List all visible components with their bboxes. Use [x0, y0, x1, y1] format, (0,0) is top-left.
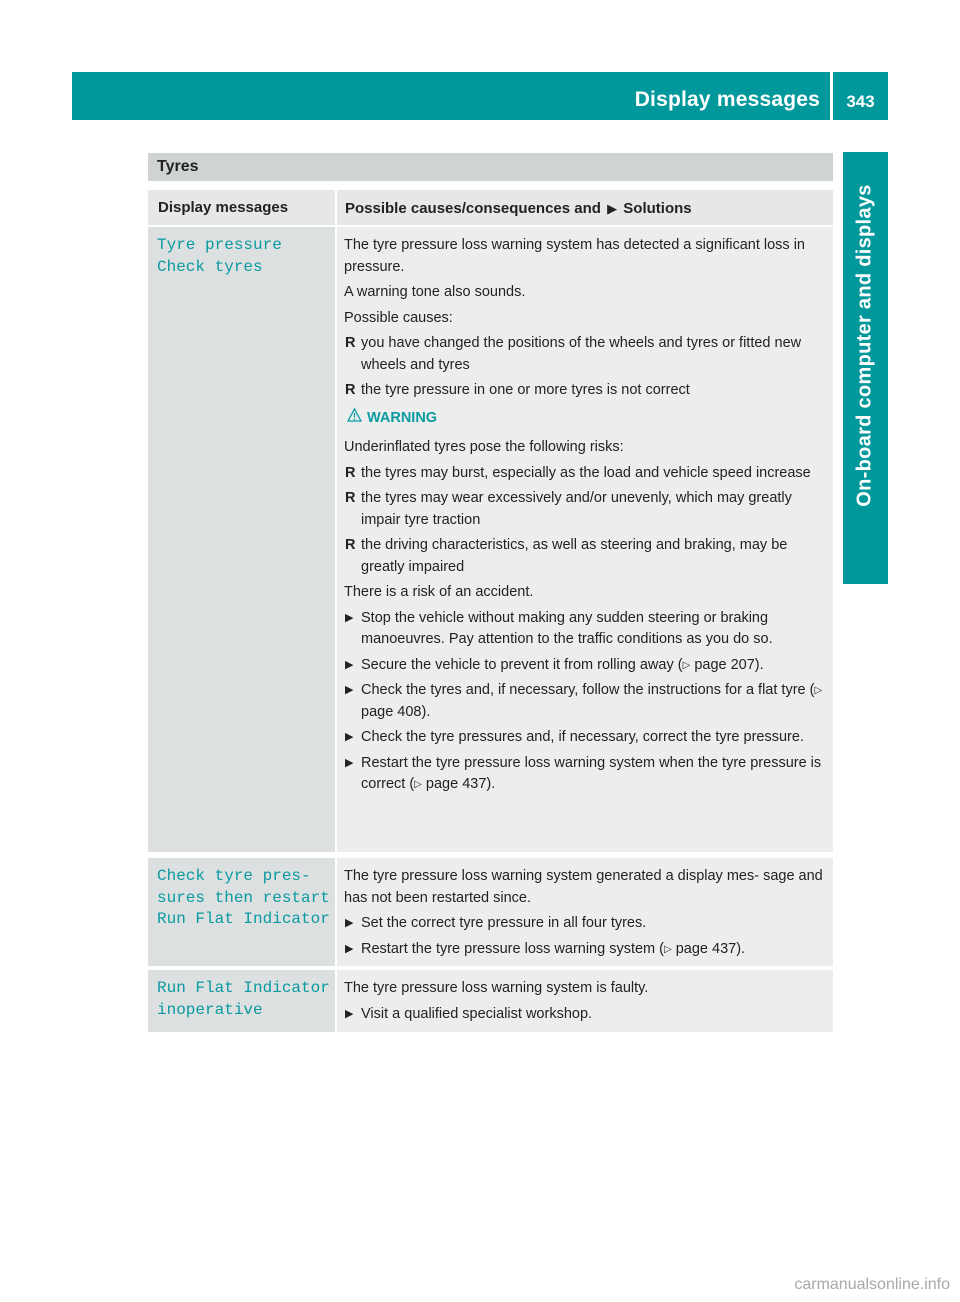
action-text-end: ). — [421, 703, 431, 720]
risks-intro: Underinflated tyres pose the following risks: — [344, 439, 624, 455]
action-item — [344, 727, 827, 749]
page-reference-link[interactable]: page 437 — [675, 940, 737, 957]
solution-cell-tyre-pressure — [337, 227, 833, 852]
page-ref-icon: ▷ — [414, 779, 422, 790]
action-arrow-icon: ▶ — [345, 917, 354, 929]
action-text-end: ). — [754, 656, 764, 673]
bullet-icon: R — [345, 464, 356, 481]
description-text: The tyre pressure loss warning system generated a display mes‐ sage and has not been restarted since. — [344, 868, 823, 906]
description-text: A warning tone also sounds. — [344, 284, 526, 300]
action-text: Stop the vehicle without making any sudden steering or braking manoeuvres. Pay attention to the traffic conditions as you do so. — [361, 609, 773, 647]
action-item — [344, 913, 827, 935]
side-tab-label-wrap — [843, 160, 888, 530]
risk-text: the tyres may burst, especially as the load and vehicle speed increase — [361, 464, 811, 481]
bullet-icon: R — [345, 335, 356, 351]
action-arrow-icon: ▶ — [345, 684, 354, 696]
risk-text: the tyres may wear excessively and/or unevenly, which may greatly impair tyre traction — [361, 490, 792, 528]
action-item — [344, 939, 827, 961]
action-arrow-icon: ▶ — [345, 756, 354, 769]
bullet-icon: R — [345, 537, 356, 553]
action-item — [344, 753, 827, 796]
message-cell-tyre-pressure — [148, 227, 335, 852]
warning-heading — [344, 408, 827, 430]
column-header-prefix: Possible causes/consequences and — [345, 200, 601, 217]
page-reference-link[interactable]: page 207 — [694, 656, 755, 673]
cause-item — [344, 333, 827, 376]
action-arrow-icon: ▶ — [345, 731, 354, 743]
action-arrow-icon: ▶ — [345, 1007, 354, 1020]
action-text-end: ). — [486, 776, 496, 792]
description-text: The tyre pressure loss warning system has detected a significant loss in pressure. — [344, 237, 805, 275]
risk-summary: There is a risk of an accident. — [344, 584, 534, 600]
action-item — [344, 655, 827, 677]
display-message-line: Run Flat Indicator — [157, 910, 330, 928]
display-message-line: sures then restart — [157, 888, 330, 907]
action-item — [344, 1004, 827, 1026]
warning-triangle-icon — [347, 408, 367, 430]
warning-label: WARNING — [367, 409, 438, 426]
display-message-line: Check tyres — [157, 257, 263, 276]
action-text: Check the tyre pressures and, if necessary, correct the tyre pressure. — [361, 729, 804, 745]
section-title: Tyres — [148, 153, 833, 181]
risk-item — [344, 535, 827, 578]
action-text: Check the tyres and, if necessary, follow the instructions for a flat tyre ( — [361, 682, 815, 698]
display-message-line: inoperative — [157, 1000, 263, 1019]
action-arrow-icon: ▶ — [345, 611, 354, 624]
action-text: Restart the tyre pressure loss warning system when the tyre pressure is correct ( — [361, 754, 822, 792]
risk-text: the driving characteristics, as well as steering and braking, may be greatly impaired — [361, 537, 788, 575]
action-text: Secure the vehicle to prevent it from rolling away ( — [361, 656, 683, 673]
page-header — [72, 72, 888, 120]
solution-cell-run-flat-inoperative — [337, 970, 833, 1032]
action-text-end: ). — [736, 940, 746, 957]
cause-text: you have changed the positions of the wheels and tyres or fitted new wheels and tyres — [361, 335, 802, 373]
action-item — [344, 680, 827, 723]
side-tab-label: On-board computer and displays — [854, 183, 877, 507]
message-cell-check-tyre-pressures — [148, 858, 335, 966]
page-header-title: Display messages — [634, 88, 820, 111]
page-ref-icon: ▷ — [682, 659, 691, 671]
page-ref-icon: ▷ — [814, 685, 823, 696]
action-text: Set the correct tyre pressure in all four tyres. — [361, 915, 647, 931]
message-cell-run-flat-inoperative — [148, 970, 335, 1032]
cause-text: the tyre pressure in one or more tyres is not correct — [361, 382, 690, 398]
watermark: carmanualsonline.info — [794, 1276, 950, 1293]
bullet-icon: R — [345, 382, 356, 398]
action-arrow-icon: ▶ — [345, 658, 354, 671]
display-message-line: Tyre pressure — [157, 236, 282, 254]
column-header-solutions — [337, 190, 833, 225]
display-message-line: Run Flat Indicator — [157, 979, 330, 997]
action-arrow-icon: ▶ — [607, 201, 618, 216]
column-header-messages: Display messages — [148, 190, 335, 225]
risk-item — [344, 488, 827, 531]
display-message-line: Check tyre pres‐ — [157, 867, 311, 885]
action-item — [344, 608, 827, 651]
page-reference-link[interactable]: page 408 — [361, 703, 422, 720]
action-text: Visit a qualified specialist workshop. — [361, 1005, 593, 1022]
page-reference-link[interactable]: page 437 — [425, 776, 487, 792]
bullet-icon: R — [345, 490, 356, 506]
action-arrow-icon: ▶ — [345, 942, 354, 955]
column-header-suffix: Solutions — [623, 200, 692, 217]
description-text: The tyre pressure loss warning system is faulty. — [344, 980, 649, 996]
page-ref-icon: ▷ — [664, 943, 672, 955]
action-text: Restart the tyre pressure loss warning system ( — [361, 940, 664, 957]
cause-item — [344, 380, 827, 402]
description-text: Possible causes: — [344, 309, 453, 326]
page-number: 343 — [846, 92, 875, 111]
solution-cell-check-tyre-pressures — [337, 858, 833, 966]
risk-item — [344, 463, 827, 485]
